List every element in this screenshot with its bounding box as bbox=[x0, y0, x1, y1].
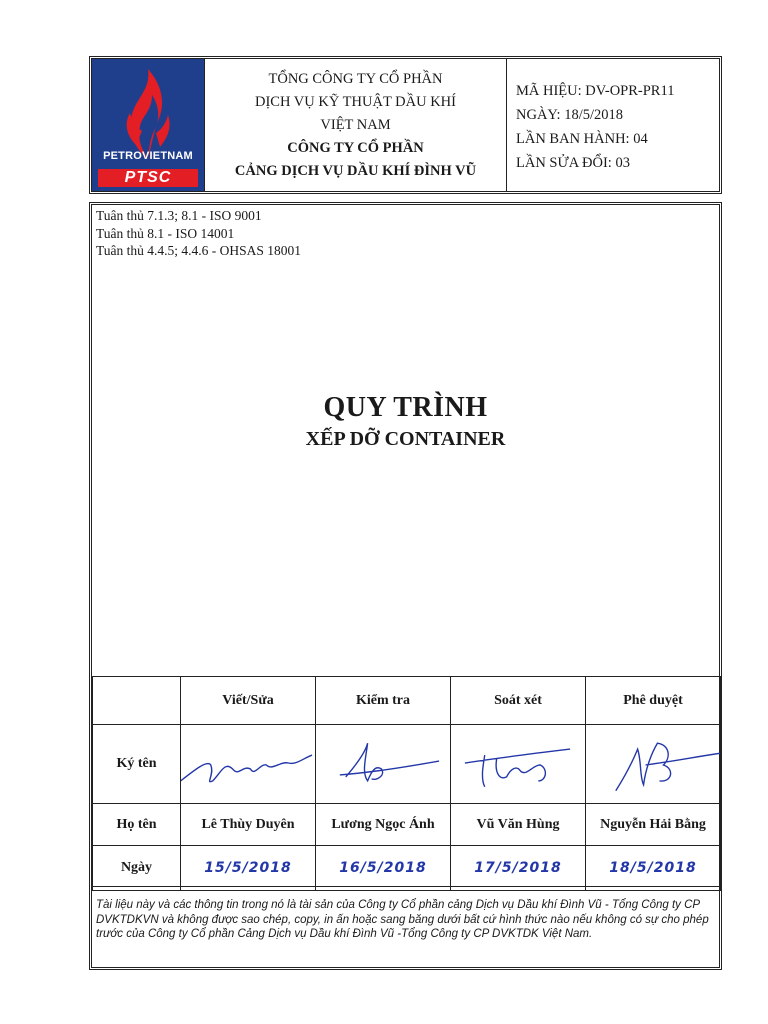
logo-brand-text: PETROVIETNAM bbox=[103, 150, 193, 162]
signature-table bbox=[92, 676, 721, 891]
document-title: QUY TRÌNH bbox=[323, 392, 488, 423]
sign-date: 15/5/2018 bbox=[181, 846, 316, 891]
signature-image bbox=[316, 725, 451, 804]
company-line-4: CÔNG TY CỔ PHẦN bbox=[287, 140, 424, 156]
document-header bbox=[89, 56, 722, 194]
signature-image bbox=[181, 725, 316, 804]
row-label: Họ tên bbox=[93, 804, 181, 846]
confidentiality-note: Tài liệu này và các thông tin trong nó là tài sản của Công ty Cổ phần cảng Dịch vụ Dầu khí Đình Vũ - Tổng Công ty CP DVKTDKVN và không được sao chép, copy, in ấn hoặc sang băng dưới bất cứ hình thức nào nếu không có sự cho phép trước của Công ty Cổ phần Cảng Dịch vụ Dầu khí Đình Vũ -Tổng Công ty CP DVKTDK Việt Nam. bbox=[96, 899, 709, 940]
document-code: MÃ HIỆU: DV-OPR-PR11 bbox=[516, 83, 675, 99]
column-header: Viết/Sửa bbox=[181, 677, 316, 725]
signature-header-row bbox=[93, 677, 721, 725]
company-line-2: DỊCH VỤ KỸ THUẬT DẦU KHÍ bbox=[255, 94, 456, 110]
signer-name: Nguyễn Hải Bằng bbox=[586, 804, 721, 846]
column-header: Soát xét bbox=[451, 677, 586, 725]
signer-name: Vũ Văn Hùng bbox=[451, 804, 586, 846]
date-row bbox=[93, 846, 721, 891]
company-line-1: TỔNG CÔNG TY CỔ PHẦN bbox=[268, 71, 443, 87]
column-header: Kiểm tra bbox=[316, 677, 451, 725]
company-line-5: CẢNG DỊCH VỤ DẦU KHÍ ĐÌNH VŨ bbox=[234, 163, 477, 179]
petrovietnam-logo bbox=[92, 59, 205, 191]
footer-divider bbox=[92, 886, 719, 887]
company-line-3: VIỆT NAM bbox=[320, 117, 391, 133]
logo-ptsc-text: PTSC bbox=[98, 169, 198, 187]
compliance-item: Tuân thủ 4.4.5; 4.4.6 - OHSAS 18001 bbox=[96, 243, 302, 258]
signature-row bbox=[93, 725, 721, 804]
sign-date: 16/5/2018 bbox=[316, 846, 451, 891]
compliance-list bbox=[96, 207, 301, 260]
column-header: Phê duyệt bbox=[586, 677, 721, 725]
empty-corner-cell bbox=[93, 677, 181, 725]
document-subtitle: XẾP DỠ CONTAINER bbox=[305, 428, 506, 450]
compliance-item: Tuân thủ 8.1 - ISO 14001 bbox=[96, 225, 235, 241]
company-name-block bbox=[205, 59, 507, 191]
signer-name: Lương Ngọc Ánh bbox=[316, 804, 451, 846]
signature-image bbox=[586, 725, 721, 804]
flame-icon bbox=[114, 65, 184, 161]
document-meta bbox=[507, 59, 719, 191]
sign-date: 18/5/2018 bbox=[586, 846, 721, 891]
document-date: NGÀY: 18/5/2018 bbox=[516, 107, 624, 123]
row-label: Ngày bbox=[93, 846, 181, 891]
name-row bbox=[93, 804, 721, 846]
revision-number: LẦN SỬA ĐỔI: 03 bbox=[516, 155, 630, 171]
row-label: Ký tên bbox=[93, 725, 181, 804]
issue-number: LẦN BAN HÀNH: 04 bbox=[516, 131, 648, 147]
signer-name: Lê Thùy Duyên bbox=[181, 804, 316, 846]
signature-image bbox=[451, 725, 586, 804]
compliance-item: Tuân thủ 7.1.3; 8.1 - ISO 9001 bbox=[96, 208, 262, 223]
sign-date: 17/5/2018 bbox=[451, 846, 586, 891]
